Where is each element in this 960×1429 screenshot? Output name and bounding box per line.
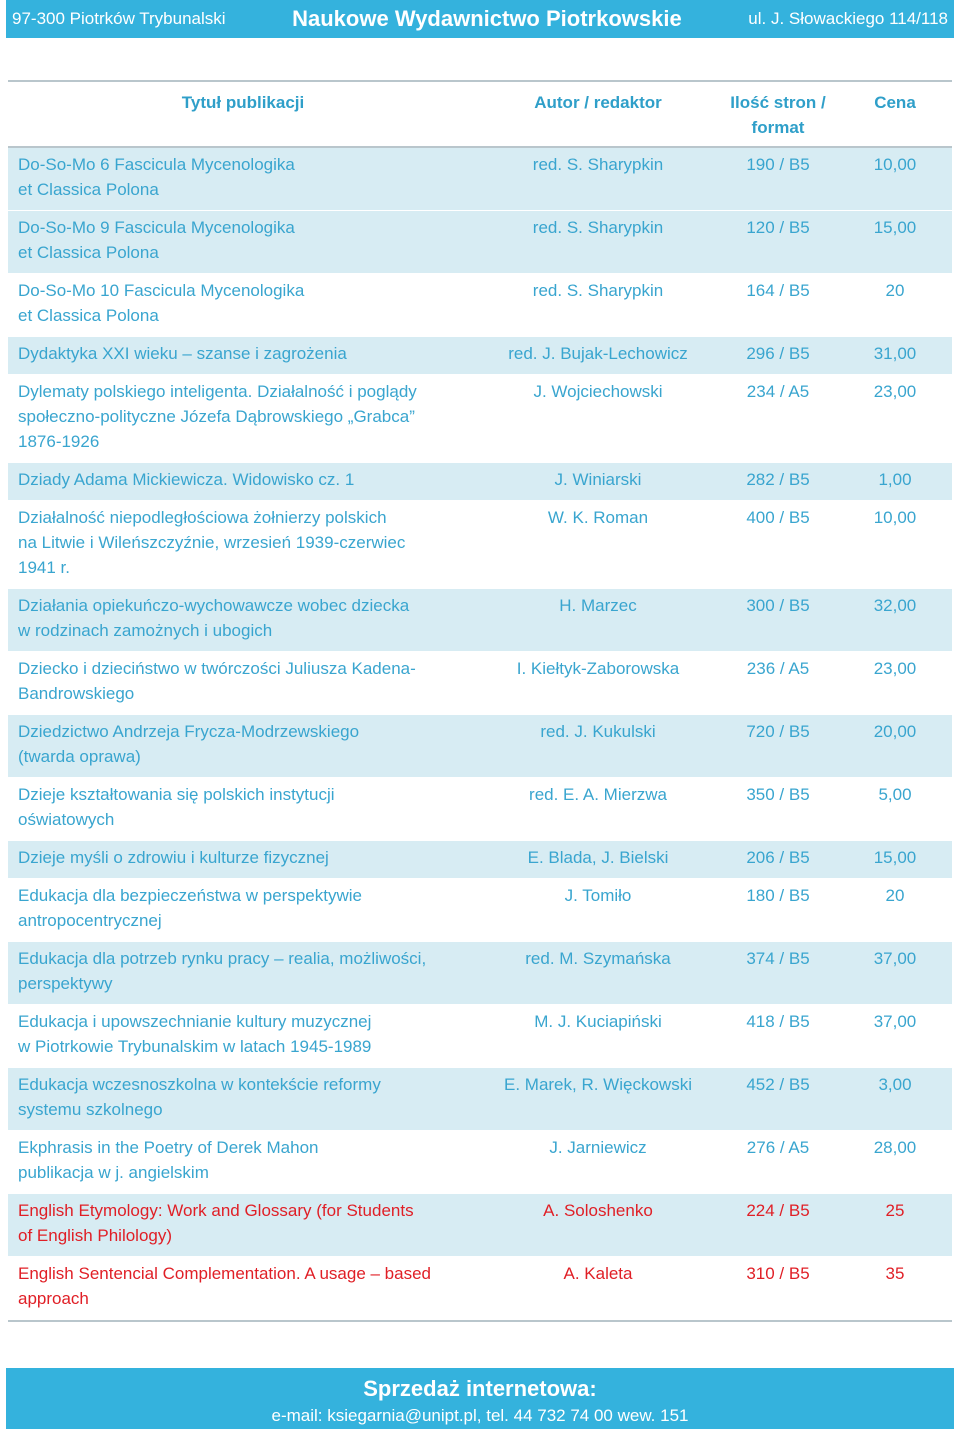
table-row: [8, 211, 952, 274]
row-pages: 276 / A5: [746, 1138, 810, 1157]
row-title: Dziecko i dzieciństwo w twórczości Juliusza Kadena- Bandrowskiego: [18, 659, 416, 703]
row-author: red. M. Szymańska: [525, 949, 671, 968]
row-pages: 236 / A5: [746, 659, 810, 678]
publications-table: [8, 80, 952, 1322]
row-pages: 190 / B5: [746, 155, 810, 174]
table-row: [8, 1068, 952, 1131]
table-row: [8, 463, 952, 501]
row-price: 15,00: [873, 218, 917, 237]
row-pages: 180 / B5: [746, 886, 810, 905]
row-author: red. S. Sharypkin: [532, 155, 664, 174]
table-row: [8, 274, 952, 337]
column-title-header: Tytuł publikacji: [181, 93, 305, 112]
table-row: [8, 841, 952, 879]
row-author: M. J. Kuciapiński: [534, 1012, 662, 1031]
row-title: Do-So-Mo 9 Fascicula Mycenologika et Classica Polona: [18, 218, 295, 262]
column-price-header: Cena: [874, 93, 916, 112]
table-row: [8, 337, 952, 375]
row-title: Ekphrasis in the Poetry of Derek Mahon publikacja w j. angielskim: [18, 1138, 319, 1182]
row-author: W. K. Roman: [547, 508, 649, 527]
table-row: [8, 589, 952, 652]
row-title: Dziedzictwo Andrzeja Frycza-Modrzewskiego (twarda oprawa): [18, 722, 360, 766]
row-price: 32,00: [873, 596, 917, 615]
row-author: A. Soloshenko: [543, 1201, 653, 1220]
row-author: red. S. Sharypkin: [532, 218, 664, 237]
row-author: A. Kaleta: [563, 1264, 633, 1283]
row-pages: 296 / B5: [746, 344, 810, 363]
row-author: red. E. A. Mierzwa: [529, 785, 667, 804]
row-title: Dzieje kształtowania się polskich instytucji oświatowych: [18, 785, 335, 829]
row-price: 5,00: [878, 785, 912, 804]
row-price: 35: [885, 1264, 905, 1283]
table-row: [8, 778, 952, 841]
row-pages: 720 / B5: [746, 722, 810, 741]
table-row: [8, 375, 952, 463]
publisher-name: Naukowe Wydawnictwo Piotrkowskie: [292, 6, 682, 31]
row-pages: 418 / B5: [746, 1012, 810, 1031]
row-pages: 234 / A5: [746, 382, 810, 401]
footer-bar: [6, 1368, 954, 1429]
row-title: Do-So-Mo 6 Fascicula Mycenologika et Classica Polona: [18, 155, 295, 199]
row-title: Dziady Adama Mickiewicza. Widowisko cz. 1: [18, 470, 355, 489]
row-author: H. Marzec: [559, 596, 637, 615]
row-price: 28,00: [873, 1138, 917, 1157]
table-row: [8, 1005, 952, 1068]
table-row: [8, 879, 952, 942]
row-author: I. Kiełtyk-Zaborowska: [516, 659, 680, 678]
row-title: Edukacja dla potrzeb rynku pracy – realia, możliwości, perspektywy: [18, 949, 427, 993]
row-author: E. Marek, R. Więckowski: [504, 1075, 692, 1094]
row-pages: 300 / B5: [746, 596, 810, 615]
row-title: Dylematy polskiego inteligenta. Działalność i poglądy społeczno-polityczne Józefa Dąbrowskiego „Grabca” 1876-1926: [18, 382, 417, 451]
row-price: 37,00: [873, 949, 917, 968]
row-price: 10,00: [873, 155, 917, 174]
row-pages: 400 / B5: [746, 508, 810, 527]
row-pages: 120 / B5: [746, 218, 810, 237]
table-row: [8, 501, 952, 589]
publisher-address: 97-300 Piotrków Trybunalski: [12, 9, 226, 28]
row-price: 10,00: [873, 508, 917, 527]
row-pages: 452 / B5: [746, 1075, 810, 1094]
row-pages: 282 / B5: [746, 470, 810, 489]
header-bar: [6, 0, 954, 38]
row-pages: 224 / B5: [746, 1201, 810, 1220]
row-pages: 164 / B5: [746, 281, 810, 300]
column-author-header: Autor / redaktor: [534, 93, 662, 112]
row-price: 15,00: [873, 848, 917, 867]
row-pages: 374 / B5: [746, 949, 810, 968]
table-header: [8, 82, 952, 148]
publisher-street: ul. J. Słowackiego 114/118: [748, 9, 948, 28]
table-row: [8, 1257, 952, 1320]
row-author: J. Tomiło: [564, 886, 632, 905]
row-author: J. Jarniewicz: [549, 1138, 647, 1157]
row-price: 20: [885, 886, 905, 905]
row-title: English Etymology: Work and Glossary (for Students of English Philology): [18, 1201, 414, 1245]
table-row: [8, 652, 952, 715]
footer-contact: e-mail: ksiegarnia@unipt.pl, tel. 44 732 74 00 wew. 151: [271, 1406, 689, 1425]
row-price: 37,00: [873, 1012, 917, 1031]
row-title: Edukacja dla bezpieczeństwa w perspektywie antropocentrycznej: [18, 886, 362, 930]
row-title: Do-So-Mo 10 Fascicula Mycenologika et Classica Polona: [18, 281, 305, 325]
table-row: [8, 1131, 952, 1194]
row-author: red. J. Bujak-Lechowicz: [508, 344, 688, 363]
row-title: English Sentencial Complementation. A usage – based approach: [18, 1264, 431, 1308]
table-row: [8, 1194, 952, 1257]
row-price: 23,00: [873, 659, 917, 678]
row-title: Dydaktyka XXI wieku – szanse i zagrożenia: [18, 344, 347, 363]
row-price: 31,00: [873, 344, 917, 363]
row-title: Dzieje myśli o zdrowiu i kulturze fizycznej: [18, 848, 329, 867]
row-author: red. S. Sharypkin: [532, 281, 664, 300]
row-price: 1,00: [878, 470, 912, 489]
row-pages: 206 / B5: [746, 848, 810, 867]
row-pages: 310 / B5: [746, 1264, 810, 1283]
row-price: 20: [885, 281, 905, 300]
row-title: Edukacja wczesnoszkolna w kontekście reformy systemu szkolnego: [18, 1075, 381, 1119]
row-author: J. Wojciechowski: [533, 382, 663, 401]
table-row: [8, 942, 952, 1005]
row-author: red. J. Kukulski: [540, 722, 656, 741]
row-price: 20,00: [873, 722, 917, 741]
row-price: 3,00: [878, 1075, 912, 1094]
table-row: [8, 148, 952, 211]
footer-title: Sprzedaż internetowa:: [363, 1376, 597, 1401]
row-author: J. Winiarski: [554, 470, 642, 489]
row-price: 25: [885, 1201, 905, 1220]
row-author: E. Blada, J. Bielski: [527, 848, 669, 867]
row-price: 23,00: [873, 382, 917, 401]
column-pages-header: Ilość stron / format: [730, 93, 826, 137]
table-row: [8, 715, 952, 778]
row-title: Edukacja i upowszechnianie kultury muzycznej w Piotrkowie Trybunalskim w latach 1945-1989: [18, 1012, 372, 1056]
row-title: Działalność niepodległościowa żołnierzy polskich na Litwie i Wileńszczyźnie, wrzesień 1939-czerwiec 1941 r.: [18, 508, 406, 577]
row-title: Działania opiekuńczo-wychowawcze wobec dziecka w rodzinach zamożnych i ubogich: [18, 596, 410, 640]
row-pages: 350 / B5: [746, 785, 810, 804]
